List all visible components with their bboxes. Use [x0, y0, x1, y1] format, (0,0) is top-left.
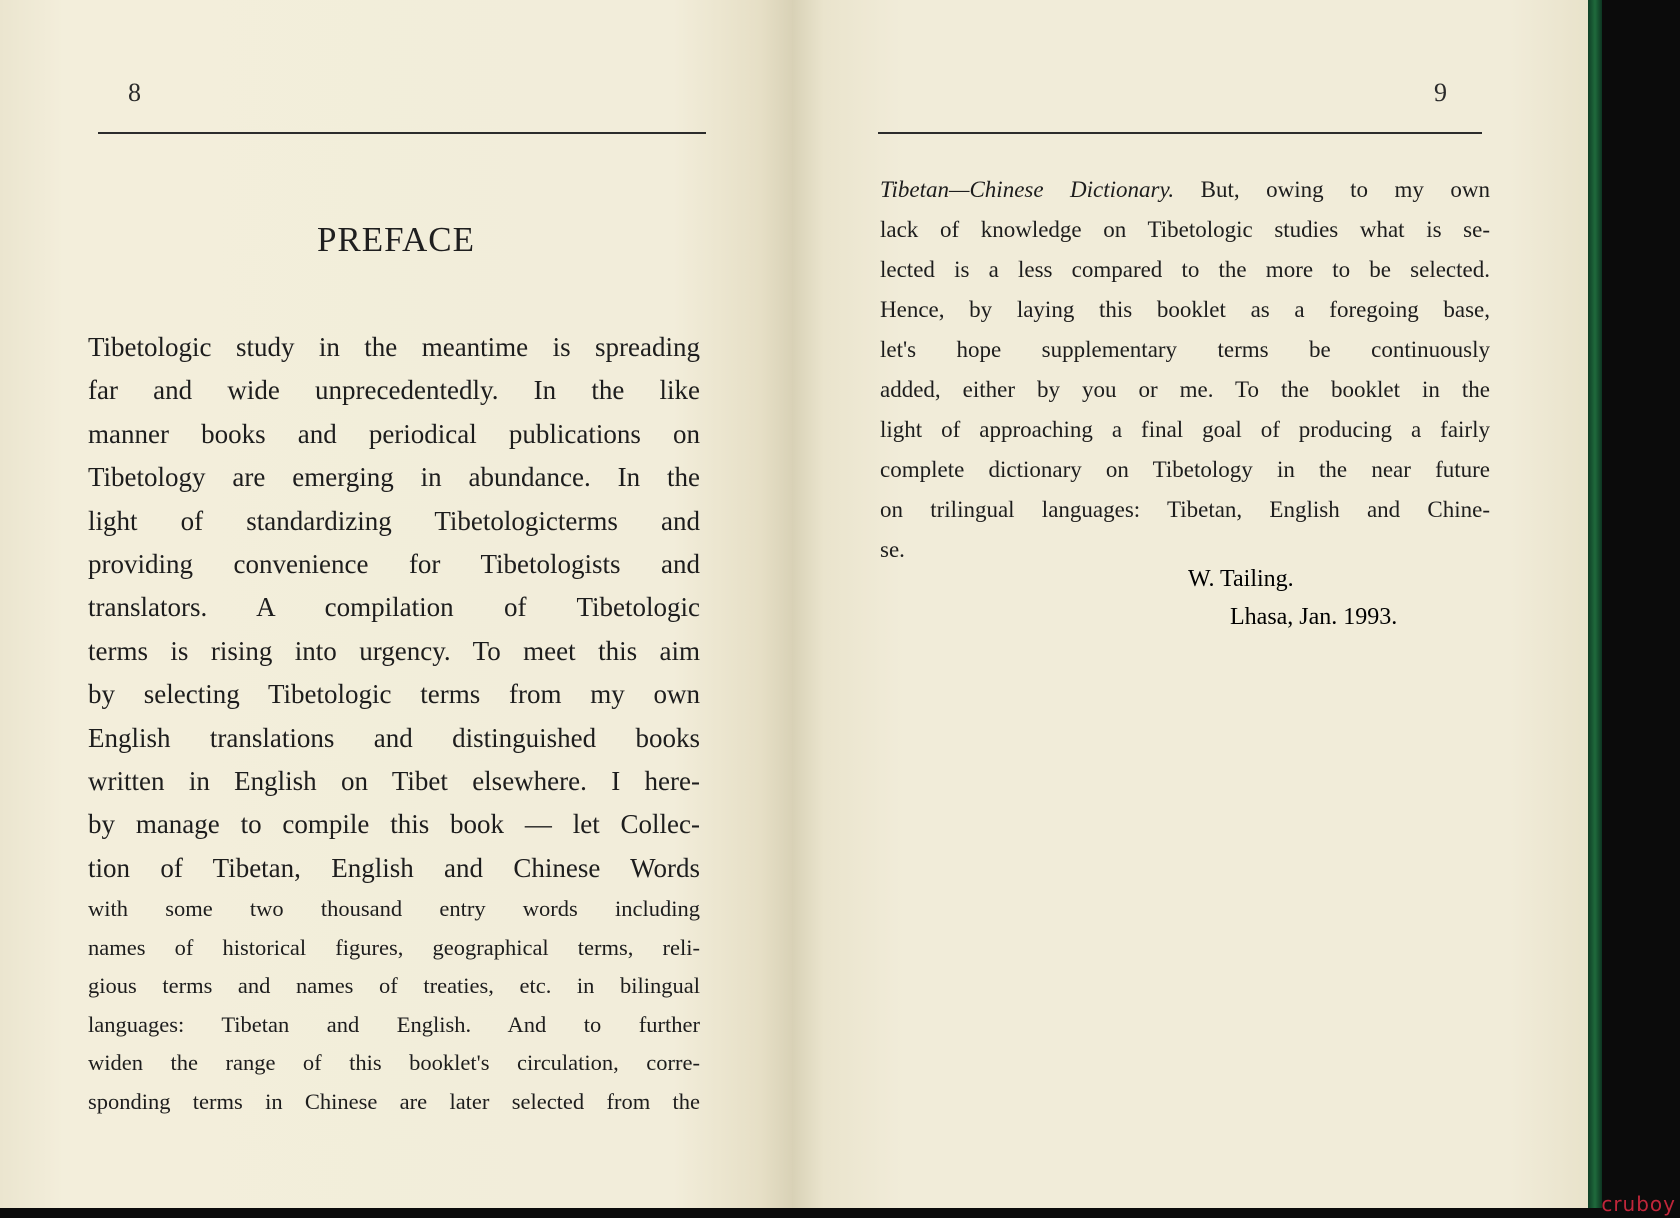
- text-line-first: [880, 170, 1490, 210]
- page-number-left: 8: [128, 78, 141, 107]
- text-line: let's hope supplementary terms be continuously: [880, 337, 1490, 362]
- text-line: Hence, by laying this booklet as a foregoing base,: [880, 297, 1490, 322]
- text-line: Tibetology are emerging in abundance. In the: [88, 462, 700, 493]
- text-line: light of standardizing Tibetologicterms and: [88, 505, 700, 536]
- left-page: [0, 0, 792, 1208]
- text-line: added, either by you or me. To the booklet in the: [880, 377, 1490, 402]
- text-line: written in English on Tibet elsewhere. I here-: [88, 765, 700, 796]
- text-line: by manage to compile this book — let Collec-: [88, 809, 700, 840]
- text-line: widen the range of this booklet's circulation, corre-: [88, 1050, 700, 1076]
- text-line: by selecting Tibetologic terms from my own: [88, 679, 700, 710]
- text-line: terms is rising into urgency. To meet this aim: [88, 635, 700, 666]
- place-date: Lhasa, Jan. 1993.: [1230, 604, 1398, 630]
- text-line: manner books and periodical publications on: [88, 418, 700, 449]
- page-number-right: 9: [1434, 78, 1447, 107]
- text-line: translators. A compilation of Tibetologic: [88, 592, 700, 623]
- text-line: light of approaching a final goal of producing a fairly: [880, 417, 1490, 442]
- text-line: complete dictionary on Tibetology in the near future: [880, 457, 1490, 482]
- book-cover-edge: [1588, 0, 1602, 1208]
- watermark-text: cruboy: [1601, 1192, 1676, 1216]
- first-line-rest: But, owing to my own: [1174, 177, 1490, 202]
- header-rule-right: [878, 132, 1482, 134]
- preface-body-left: [88, 326, 700, 1122]
- text-line: names of historical figures, geographical terms, reli-: [88, 934, 700, 960]
- text-line: lack of knowledge on Tibetologic studies what is se-: [880, 217, 1490, 242]
- text-line: with some two thousand entry words including: [88, 896, 700, 922]
- text-line: Tibetologic study in the meantime is spreading: [88, 332, 700, 362]
- text-line: English translations and distinguished books: [88, 722, 700, 753]
- preface-body-right: [880, 170, 1490, 570]
- text-line: lected is a less compared to the more to be selected.: [880, 257, 1490, 282]
- text-line: sponding terms in Chinese are later selected from the: [88, 1089, 700, 1115]
- text-line: languages: Tibetan and English. And to further: [88, 1011, 700, 1037]
- dictionary-title-italic: Tibetan—Chinese Dictionary.: [880, 177, 1175, 202]
- text-line: far and wide unprecedentedly. In the like: [88, 375, 700, 406]
- author-signature: W. Tailing.: [1188, 566, 1294, 592]
- preface-title: PREFACE: [316, 220, 476, 259]
- text-line: providing convenience for Tibetologists and: [88, 548, 700, 579]
- text-line: gious terms and names of treaties, etc. in bilingual: [88, 973, 700, 999]
- text-line: se.: [880, 537, 905, 562]
- text-line: on trilingual languages: Tibetan, English and Chine-: [880, 497, 1490, 522]
- header-rule-left: [98, 132, 706, 134]
- text-line: tion of Tibetan, English and Chinese Words: [88, 852, 700, 883]
